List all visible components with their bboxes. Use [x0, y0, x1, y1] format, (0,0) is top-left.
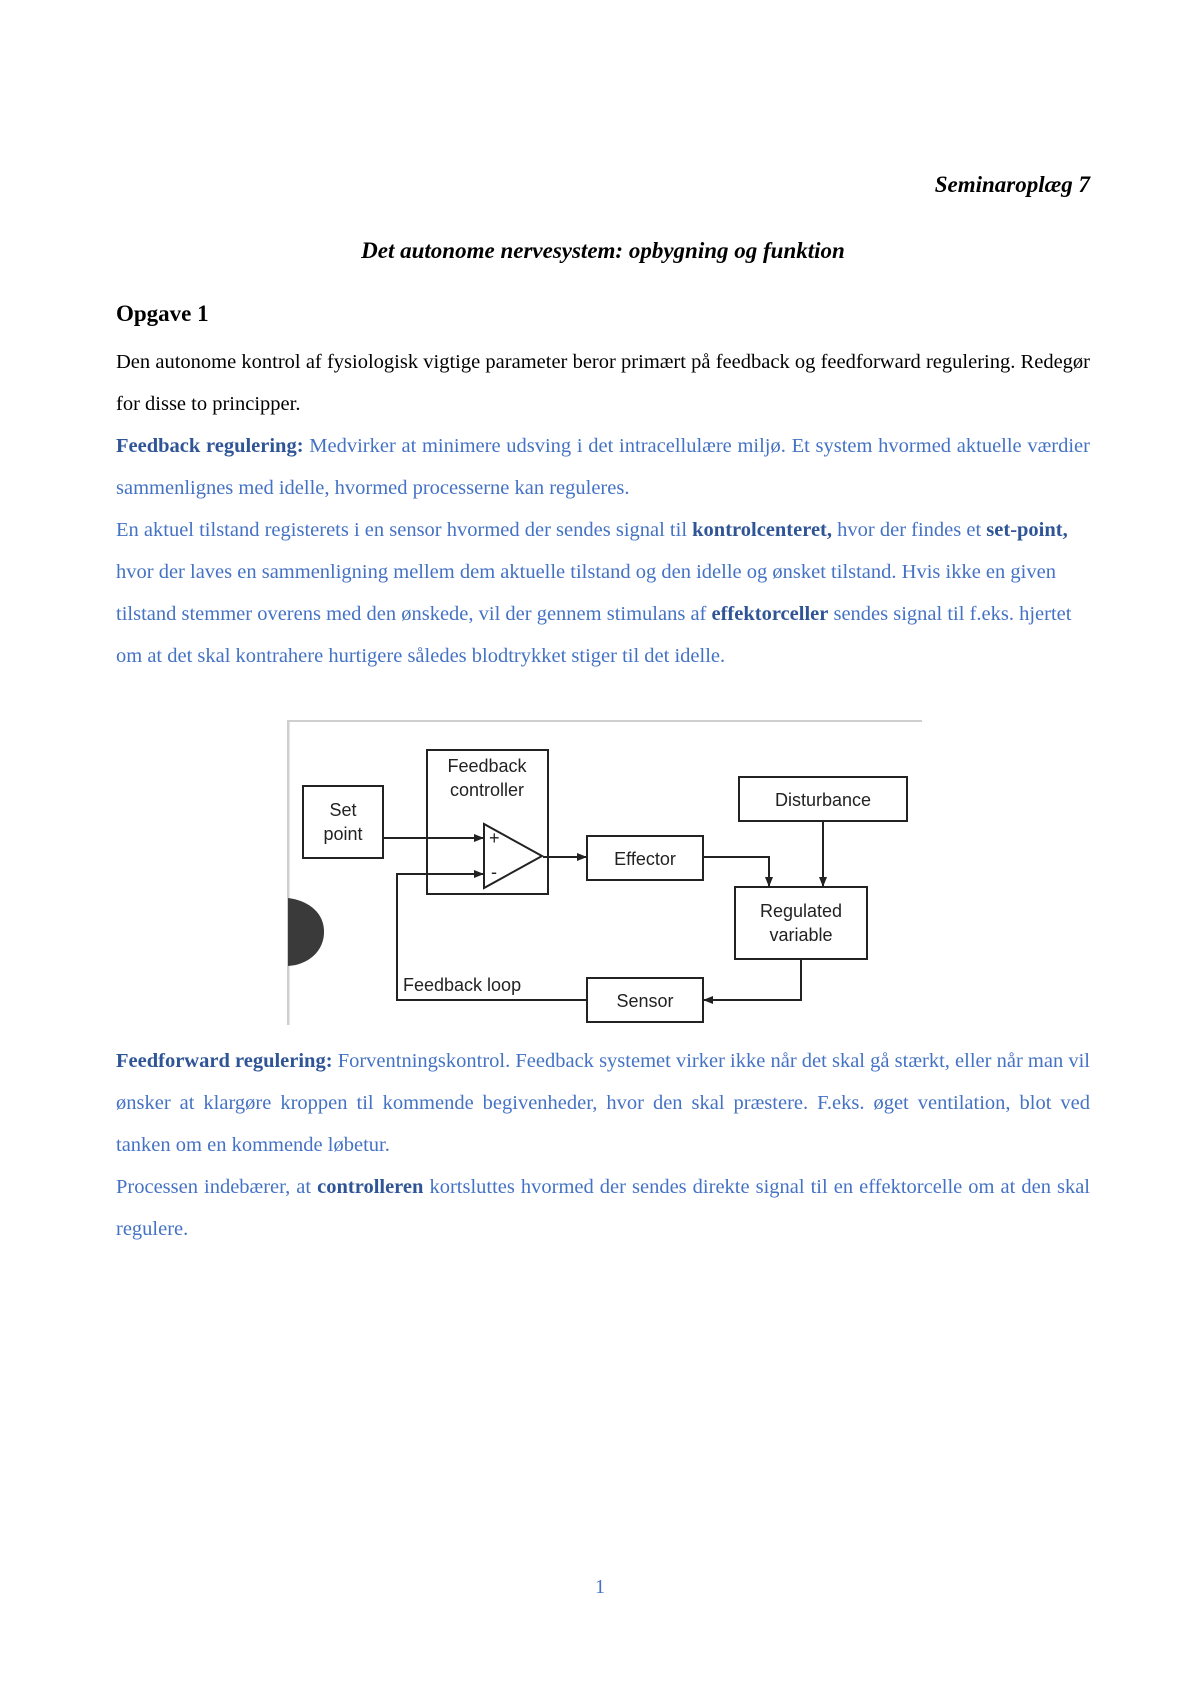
regulated-label-1: Regulated [759, 901, 843, 921]
feedback-detail-text-2: hvor der findes et [832, 519, 987, 541]
feedback-section [116, 425, 1090, 677]
section-heading: Opgave 1 [116, 301, 209, 326]
set-point-label-1: Set [329, 800, 357, 820]
term-controlleren: controlleren [317, 1176, 424, 1198]
seminar-label: Seminaroplæg 7 [934, 172, 1090, 197]
comparator-minus: - [491, 862, 497, 882]
comparator-plus: + [489, 828, 500, 848]
feedback-intro-paragraph [116, 425, 1090, 509]
feedforward-intro: Forventningskontrol. Feedback systemet virker ikke når det skal gå stærkt, eller når man vil ønsker at klargøre kroppen til kommende begivenheder, hvor den skal præstere. F.eks. øget ventilation, blot ved tanken om en kommende løbetur. [116, 1050, 1090, 1156]
feedforward-intro-paragraph [116, 1040, 1090, 1166]
arrow-regulated-to-sensor [704, 959, 801, 1000]
controller-label-2: controller [449, 780, 525, 800]
set-point-box [303, 786, 383, 858]
feedback-detail-paragraph [116, 509, 1090, 677]
feedforward-detail-text-1: Processen indebærer, at [116, 1176, 318, 1198]
term-set-point: set-point, [986, 519, 1068, 541]
term-kontrolcenteret: kontrolcenteret, [692, 519, 833, 541]
effector-label: Effector [614, 849, 676, 869]
sensor-label: Sensor [616, 991, 674, 1011]
feedback-loop-label: Feedback loop [403, 975, 522, 995]
regulated-variable-box [735, 887, 867, 959]
feedback-diagram [287, 720, 922, 1025]
term-effektorceller: effektorceller [711, 603, 829, 625]
feedforward-term: Feedforward regulering: [116, 1050, 333, 1072]
document-title: Det autonome nervesystem: opbygning og funktion [361, 238, 845, 263]
feedforward-detail-paragraph [116, 1166, 1090, 1250]
feedback-term: Feedback regulering: [116, 435, 304, 457]
arrow-effector-to-regulated [703, 857, 769, 886]
feedback-detail-text-4: sendes signal til f.eks. hjertet om at det skal kontrahere hurtigere således blodtrykket stiger til det idelle. [116, 603, 1072, 667]
feedback-intro: Medvirker at minimere udsving i det intracellulære miljø. Et system hvormed aktuelle værdier sammenlignes med idelle, hvormed processerne kan reguleres. [116, 435, 1090, 499]
feedforward-detail-text-2: kortsluttes hvormed der sendes direkte signal til en effektorcelle om at den skal regulere. [116, 1176, 1090, 1240]
page-number: 1 [595, 1576, 605, 1598]
feedback-detail-text-1: En aktuel tilstand registerets i en sensor hvormed der sendes signal til [116, 519, 693, 541]
feedforward-section [116, 1040, 1090, 1250]
question-paragraph [116, 341, 1090, 425]
feedback-detail-text-3: hvor der laves en sammenligning mellem dem aktuelle tilstand og den idelle og ønsket tilstand. Hvis ikke en given tilstand stemmer overens med den ønskede, vil der gennem stimulans af [116, 561, 1056, 625]
controller-label-1: Feedback [447, 756, 527, 776]
regulated-label-2: variable [769, 925, 833, 945]
question-text: Den autonome kontrol af fysiologisk vigtige parameter beror primært på feedback og feedforward regulering. Redegør for disse to principper. [116, 351, 1090, 415]
disturbance-label: Disturbance [774, 790, 872, 810]
set-point-label-2: point [323, 824, 363, 844]
decorative-shape [288, 898, 324, 966]
